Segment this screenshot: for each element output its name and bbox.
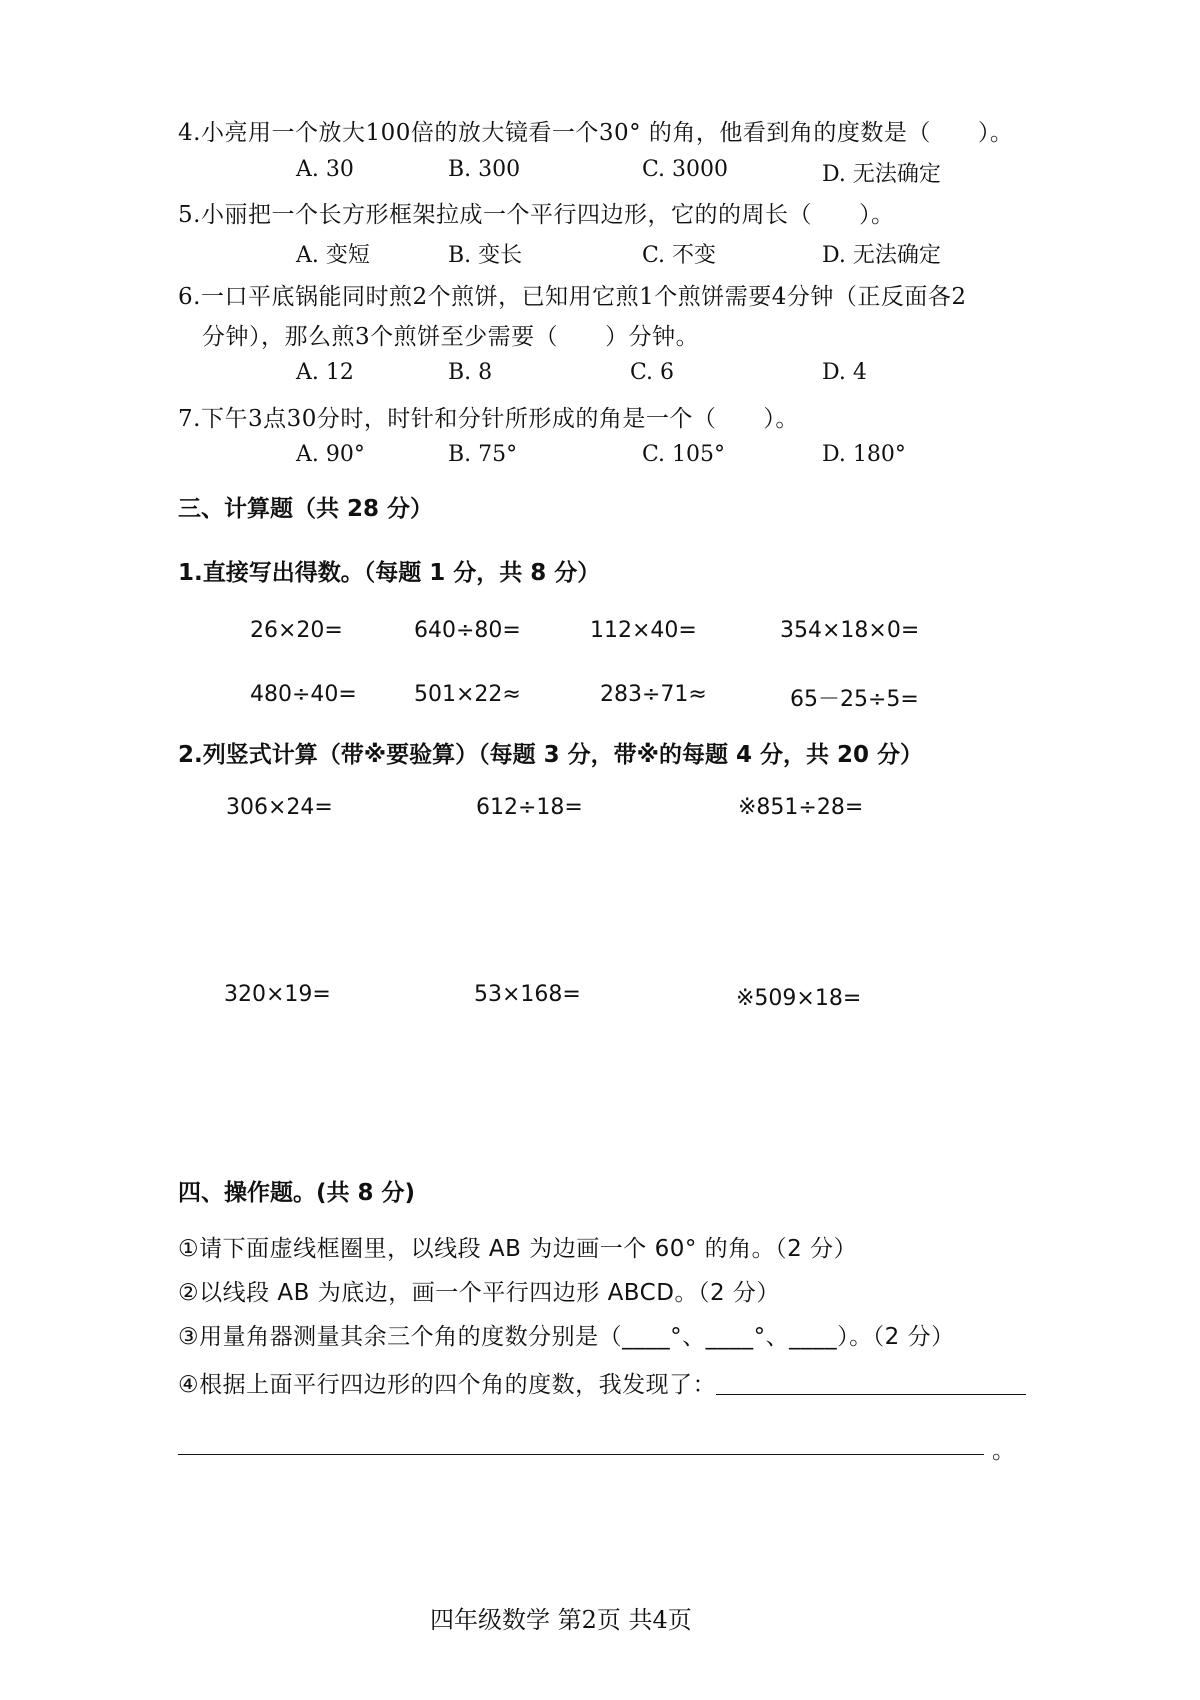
section-4-item-3: ③用量角器测量其余三个角的度数分别是（____°、____°、____）。（2 分）	[178, 1324, 955, 1350]
vertical-calc-expr: ※509×18=	[736, 986, 862, 1011]
page-footer: 四年级数学 第2页 共4页	[430, 1606, 692, 1634]
section-4-item-1: ①请下面虚线框圈里，以线段 AB 为边画一个 60° 的角。（2 分）	[178, 1236, 858, 1262]
vertical-calc-expr: 306×24=	[226, 795, 333, 820]
question-6-text-line1: 6.一口平底锅能同时煎2个煎饼，已知用它煎1个煎饼需要4分钟（正反面各2	[178, 284, 967, 310]
oral-calc-expr: 354×18×0=	[780, 618, 920, 643]
question-4-option-b: B. 300	[448, 157, 521, 182]
question-6-option-c: C. 6	[630, 360, 675, 385]
vertical-calc-expr: 612÷18=	[476, 795, 583, 820]
section-3-part-1-title: 1.直接写出得数。（每题 1 分，共 8 分）	[178, 560, 601, 586]
question-6-option-d: D. 4	[822, 360, 867, 385]
section-4-title: 四、操作题。(共 8 分)	[178, 1180, 416, 1206]
oral-calc-expr: 501×22≈	[414, 682, 521, 707]
oral-calc-expr: 26×20=	[250, 618, 343, 643]
section-4-item-2: ②以线段 AB 为底边，画一个平行四边形 ABCD。（2 分）	[178, 1280, 780, 1306]
question-7-option-a: A. 90°	[296, 442, 365, 467]
oral-calc-expr: 640÷80=	[414, 618, 521, 643]
answer-line[interactable]	[716, 1394, 1026, 1395]
oral-calc-expr: 283÷71≈	[600, 682, 707, 707]
question-5-option-c: C. 不变	[642, 243, 717, 268]
vertical-calc-expr: ※851÷28=	[738, 795, 864, 820]
question-4-option-c: C. 3000	[642, 157, 729, 182]
question-7-option-b: B. 75°	[448, 442, 518, 467]
section-3-part-2-title: 2.列竖式计算（带※要验算）（每题 3 分，带※的每题 4 分，共 20 分）	[178, 742, 924, 768]
vertical-calc-expr: 320×19=	[224, 982, 331, 1007]
question-7-text: 7.下午3点30分时，时针和分针所形成的角是一个（ ）。	[178, 406, 799, 432]
answer-line[interactable]	[178, 1454, 984, 1455]
question-4-option-d: D. 无法确定	[822, 162, 941, 187]
end-mark: 。	[992, 1438, 1016, 1464]
oral-calc-expr: 112×40=	[590, 618, 697, 643]
oral-calc-expr: 480÷40=	[250, 682, 357, 707]
question-6-option-a: A. 12	[296, 360, 354, 385]
question-4-option-a: A. 30	[296, 157, 354, 182]
vertical-calc-expr: 53×168=	[474, 982, 581, 1007]
oral-calc-expr: 65－25÷5=	[790, 687, 919, 712]
question-5-option-a: A. 变短	[296, 243, 370, 268]
question-6-text-line2: 分钟），那么煎3个煎饼至少需要（ ）分钟。	[202, 324, 700, 350]
question-7-option-c: C. 105°	[642, 442, 726, 467]
question-4-text: 4.小亮用一个放大100倍的放大镜看一个30° 的角，他看到角的度数是（ ）。	[178, 120, 1014, 146]
question-5-option-d: D. 无法确定	[822, 243, 941, 268]
section-3-title: 三、计算题（共 28 分）	[178, 496, 434, 522]
question-5-option-b: B. 变长	[448, 243, 523, 268]
section-4-item-4: ④根据上面平行四边形的四个角的度数，我发现了：	[178, 1372, 717, 1398]
question-5-text: 5.小丽把一个长方形框架拉成一个平行四边形，它的的周长（ ）。	[178, 202, 895, 228]
question-7-option-d: D. 180°	[822, 442, 906, 467]
question-6-option-b: B. 8	[448, 360, 493, 385]
